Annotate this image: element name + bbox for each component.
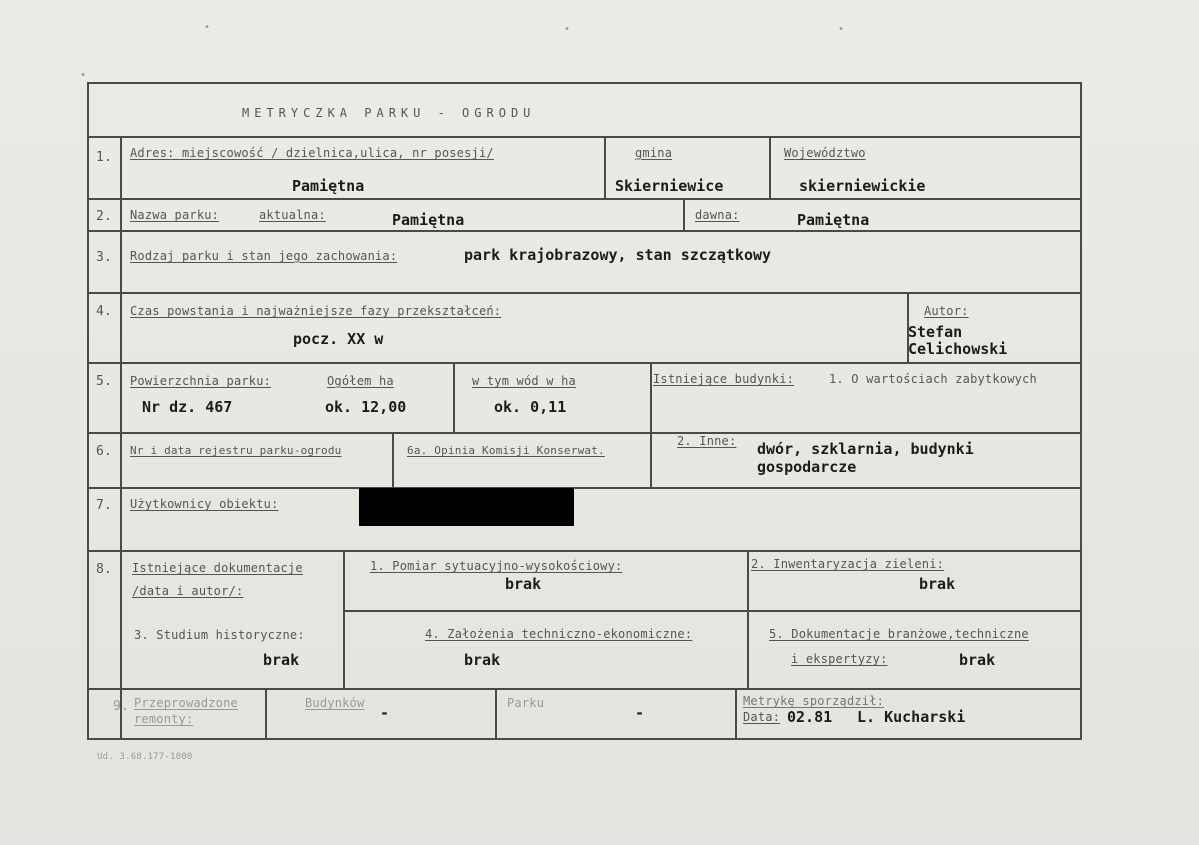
park-type-label: Rodzaj parku i stan jego zachowania:: [130, 249, 398, 263]
water-area-label: w tym wód w ha: [472, 374, 576, 388]
existing-buildings-label: Istniejące budynki:: [653, 372, 795, 386]
register-label: Nr i data rejestru parku-ogrodu: [130, 444, 342, 457]
historic-buildings-label: 1. O wartościach zabytkowych: [829, 372, 1037, 386]
gmina-label: gmina: [635, 146, 673, 160]
row-number-5: 5.: [96, 374, 112, 389]
park-repairs-label: Parku: [507, 696, 545, 710]
documentation-label-2: /data i autor/:: [132, 584, 244, 598]
other-buildings-value-1: dwór, szklarnia, budynki: [757, 440, 974, 458]
form-title: METRYCZKA PARKU - OGRODU: [242, 106, 536, 120]
park-type-value: park krajobrazowy, stan szczątkowy: [464, 246, 772, 264]
survey-label: 1. Pomiar sytuacyjno-wysokościowy:: [370, 559, 623, 573]
origin-label: Czas powstania i najważniejsze fazy przekształceń:: [130, 304, 502, 318]
park-repairs-value: -: [635, 704, 645, 722]
row-number-8: 8.: [96, 562, 112, 577]
other-buildings-label: 2. Inne:: [677, 434, 737, 448]
address-label: Adres: miejscowość / dzielnica,ulica, nr posesji/: [130, 146, 494, 160]
water-area-value: ok. 0,11: [494, 398, 567, 416]
voivodeship-label: Województwo: [784, 146, 866, 160]
branch-docs-label-1: 5. Dokumentacje branżowe,techniczne: [769, 627, 1029, 641]
park-record-form: [87, 82, 1082, 740]
prepared-by-label: Metrykę sporządził:: [743, 694, 885, 708]
author-first-name: Stefan: [908, 323, 963, 341]
total-area-value: ok. 12,00: [325, 398, 407, 416]
area-label: Powierzchnia parku:: [130, 374, 272, 388]
historical-study-value: brak: [263, 651, 300, 669]
row-number-6: 6.: [96, 444, 112, 459]
technical-assumptions-label: 4. Założenia techniczno-ekonomiczne:: [425, 627, 693, 641]
technical-assumptions-value: brak: [464, 651, 501, 669]
historical-study-label: 3. Studium historyczne:: [134, 628, 305, 642]
form-code: Ud. 3.68.177-1000: [97, 752, 193, 762]
row-number-3: 3.: [96, 250, 112, 265]
row-number-2: 2.: [96, 209, 112, 224]
plot-number-value: Nr dz. 467: [142, 398, 233, 416]
repairs-label-1: Przeprowadzone: [134, 696, 238, 710]
other-buildings-value-2: gospodarcze: [757, 458, 857, 476]
documentation-label-1: Istniejące dokumentacje: [132, 561, 303, 575]
current-name-value: Pamiętna: [392, 211, 465, 229]
row-number-1: 1.: [96, 150, 112, 165]
origin-value: pocz. XX w: [293, 330, 384, 348]
address-value: Pamiętna: [292, 177, 365, 195]
row-number-9: 9.: [113, 699, 129, 714]
row-number-4: 4.: [96, 304, 112, 319]
former-name-value: Pamiętna: [797, 211, 870, 229]
greenery-inventory-label: 2. Inwentaryzacja zieleni:: [751, 557, 945, 571]
branch-docs-value: brak: [959, 651, 996, 669]
conservation-opinion-label: 6a. Opinia Komisji Konserwat.: [407, 444, 605, 457]
former-name-label: dawna:: [695, 208, 740, 222]
date-value: 02.81: [787, 708, 833, 726]
gmina-value: Skierniewice: [615, 177, 724, 195]
survey-value: brak: [505, 575, 542, 593]
author-label: Autor:: [924, 304, 969, 318]
branch-docs-label-2: i ekspertyzy:: [791, 652, 888, 666]
building-repairs-label: Budynków: [305, 696, 365, 710]
date-label: Data:: [743, 710, 781, 724]
current-name-label: aktualna:: [259, 208, 326, 222]
document-page: • • • • METRYCZKA PARKU - OGRODU 1. Adres: miejscowość / dzielnica,ulica, nr posesji/ Pamiętna gmina Skierniewice Województwo skierniewickie 2. Nazwa parku: aktualna: Pamiętna dawna: Pamiętna 3. Rodzaj parku i stan jego zachowania: park krajobrazowy, stan szczątkowy 4. Czas powstania i najważniejsze fazy przekształceń: pocz. XX w Autor: Stefan Celichowski 5. Powierzchnia parku: Ogółem ha Nr dz. 467 ok. 12,00 w tym wód w ha ok. 0,11 Istniejące budynki: 1. O wartościach zabytkowych 6. Nr i data rejestru parku-ogrodu 6a. Opinia Komisji Konserwat. 2. Inne: dwór, szklarnia, budynki gospodarcze 7. Użytkownicy obiektu: 8. Istniejące dokumentacje /data i autor/: 1. Pomiar sytuacyjno-wysokościowy: brak 2. Inwentaryzacja zieleni: brak 3. Studium historyczne: brak 4. Założenia techniczno-ekonomiczne: brak 5. Dokumentacje branżowe,techniczne i ekspertyzy: brak 9. Przeprowadzone remonty: Budynków - Parku - Metrykę sporządził: Data: 02.81 L. Kucharski Ud. 3.68.177-1000: [0, 0, 1199, 845]
repairs-label-2: remonty:: [134, 712, 194, 726]
park-name-label: Nazwa parku:: [130, 208, 220, 222]
total-area-label: Ogółem ha: [327, 374, 394, 388]
voivodeship-value: skierniewickie: [799, 177, 926, 195]
row-number-7: 7.: [96, 498, 112, 513]
prepared-by-value: L. Kucharski: [857, 708, 966, 726]
users-label: Użytkownicy obiektu:: [130, 497, 279, 511]
redaction-block: [359, 488, 574, 526]
building-repairs-value: -: [380, 704, 390, 722]
author-last-name: Celichowski: [908, 340, 1008, 358]
greenery-inventory-value: brak: [919, 575, 956, 593]
